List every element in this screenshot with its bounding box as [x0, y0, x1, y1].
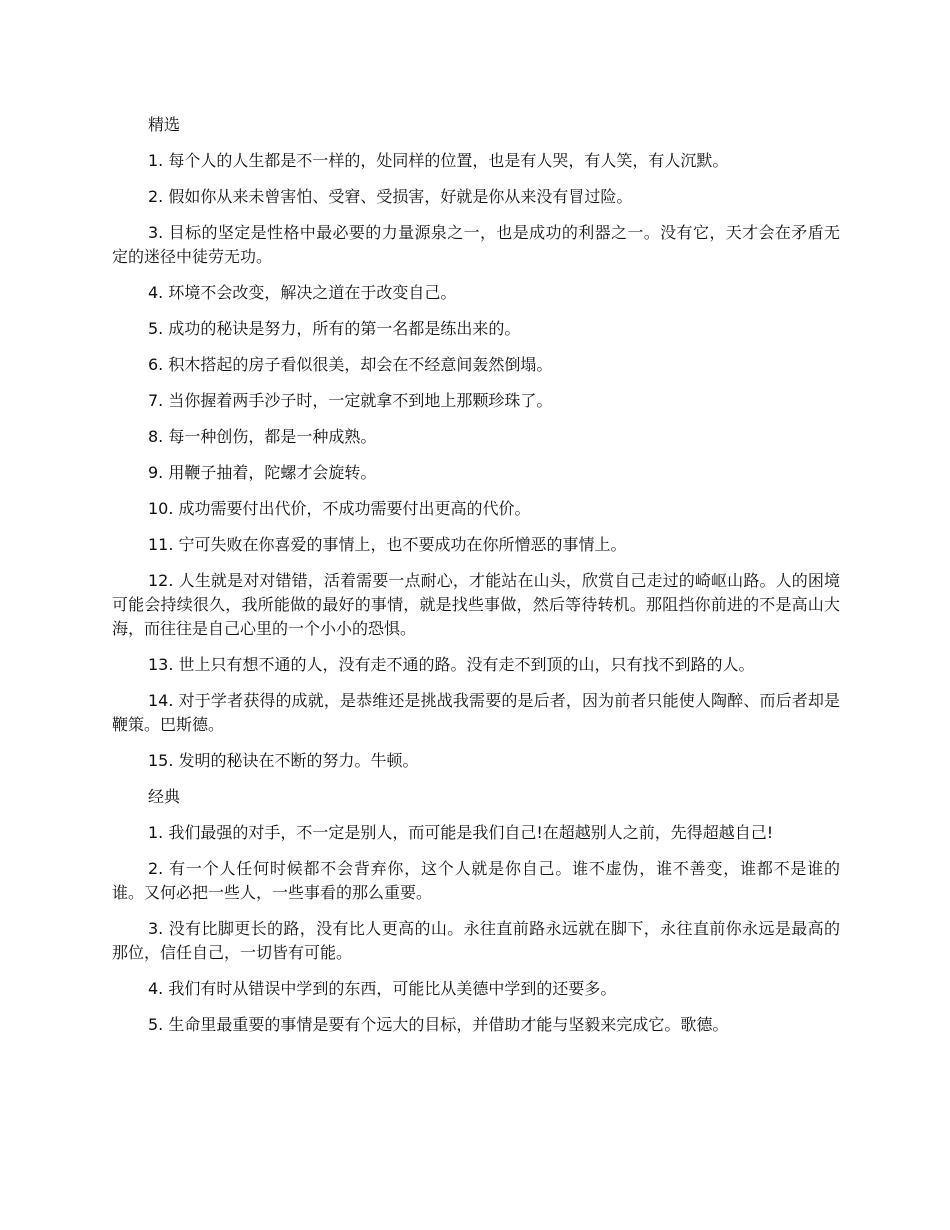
quote-paragraph: 1. 每个人的人生都是不一样的，处同样的位置，也是有人哭，有人笑，有人沉默。 [148, 151, 729, 170]
quote-paragraph: 9. 用鞭子抽着，陀螺才会旋转。 [148, 463, 377, 482]
quote-paragraph: 4. 环境不会改变，解决之道在于改变自己。 [148, 283, 457, 302]
quote-paragraph: 14. 对于学者获得的成就，是恭维还是挑战我需要的是后者，因为前者只能使人陶醉、而后者却是鞭策。巴斯德。 [112, 691, 840, 734]
quote-paragraph: 5. 生命里最重要的事情是要有个远大的目标，并借助才能与坚毅来完成它。歌德。 [148, 1015, 729, 1034]
quote-paragraph: 13. 世上只有想不通的人，没有走不通的路。没有走不到顶的山，只有找不到路的人。 [148, 655, 755, 674]
quote-paragraph: 3. 目标的坚定是性格中最必要的力量源泉之一，也是成功的利器之一。没有它，天才会在矛盾无定的迷径中徒劳无功。 [112, 223, 840, 266]
quote-paragraph: 4. 我们有时从错误中学到的东西，可能比从美德中学到的还要多。 [148, 979, 617, 998]
document-body [112, 113, 840, 1049]
section-heading-featured: 精选 [148, 115, 181, 134]
quote-paragraph: 10. 成功需要付出代价，不成功需要付出更高的代价。 [148, 499, 531, 518]
quote-paragraph: 6. 积木搭起的房子看似很美，却会在不经意间轰然倒塌。 [148, 355, 553, 374]
quote-paragraph: 7. 当你握着两手沙子时，一定就拿不到地上那颗珍珠了。 [148, 391, 553, 410]
quote-paragraph: 8. 每一种创伤，都是一种成熟。 [148, 427, 377, 446]
quote-paragraph: 11. 宁可失败在你喜爱的事情上，也不要成功在你所憎恶的事情上。 [148, 535, 627, 554]
quote-paragraph: 5. 成功的秘诀是努力，所有的第一名都是练出来的。 [148, 319, 521, 338]
quote-paragraph: 1. 我们最强的对手，不一定是别人，而可能是我们自己!在超越别人之前，先得超越自己! [148, 823, 774, 842]
section-heading-classic: 经典 [148, 787, 181, 806]
quote-paragraph: 2. 有一个人任何时候都不会背弃你，这个人就是你自己。谁不虚伪，谁不善变，谁都不是谁的谁。又何必把一些人，一些事看的那么重要。 [112, 859, 840, 902]
quote-paragraph: 12. 人生就是对对错错，活着需要一点耐心，才能站在山头，欣赏自己走过的崎岖山路。人的困境可能会持续很久，我所能做的最好的事情，就是找些事做，然后等待转机。那阻挡你前进的不是高山大海，而往往是自己心里的一个小小的恐惧。 [112, 571, 840, 638]
quote-paragraph: 3. 没有比脚更长的路，没有比人更高的山。永往直前路永远就在脚下，永往直前你永远是最高的那位，信任自己，一切皆有可能。 [112, 919, 840, 962]
quote-paragraph: 15. 发明的秘诀在不断的努力。牛顿。 [148, 751, 419, 770]
quote-paragraph: 2. 假如你从来未曾害怕、受窘、受损害，好就是你从来没有冒过险。 [148, 187, 633, 206]
